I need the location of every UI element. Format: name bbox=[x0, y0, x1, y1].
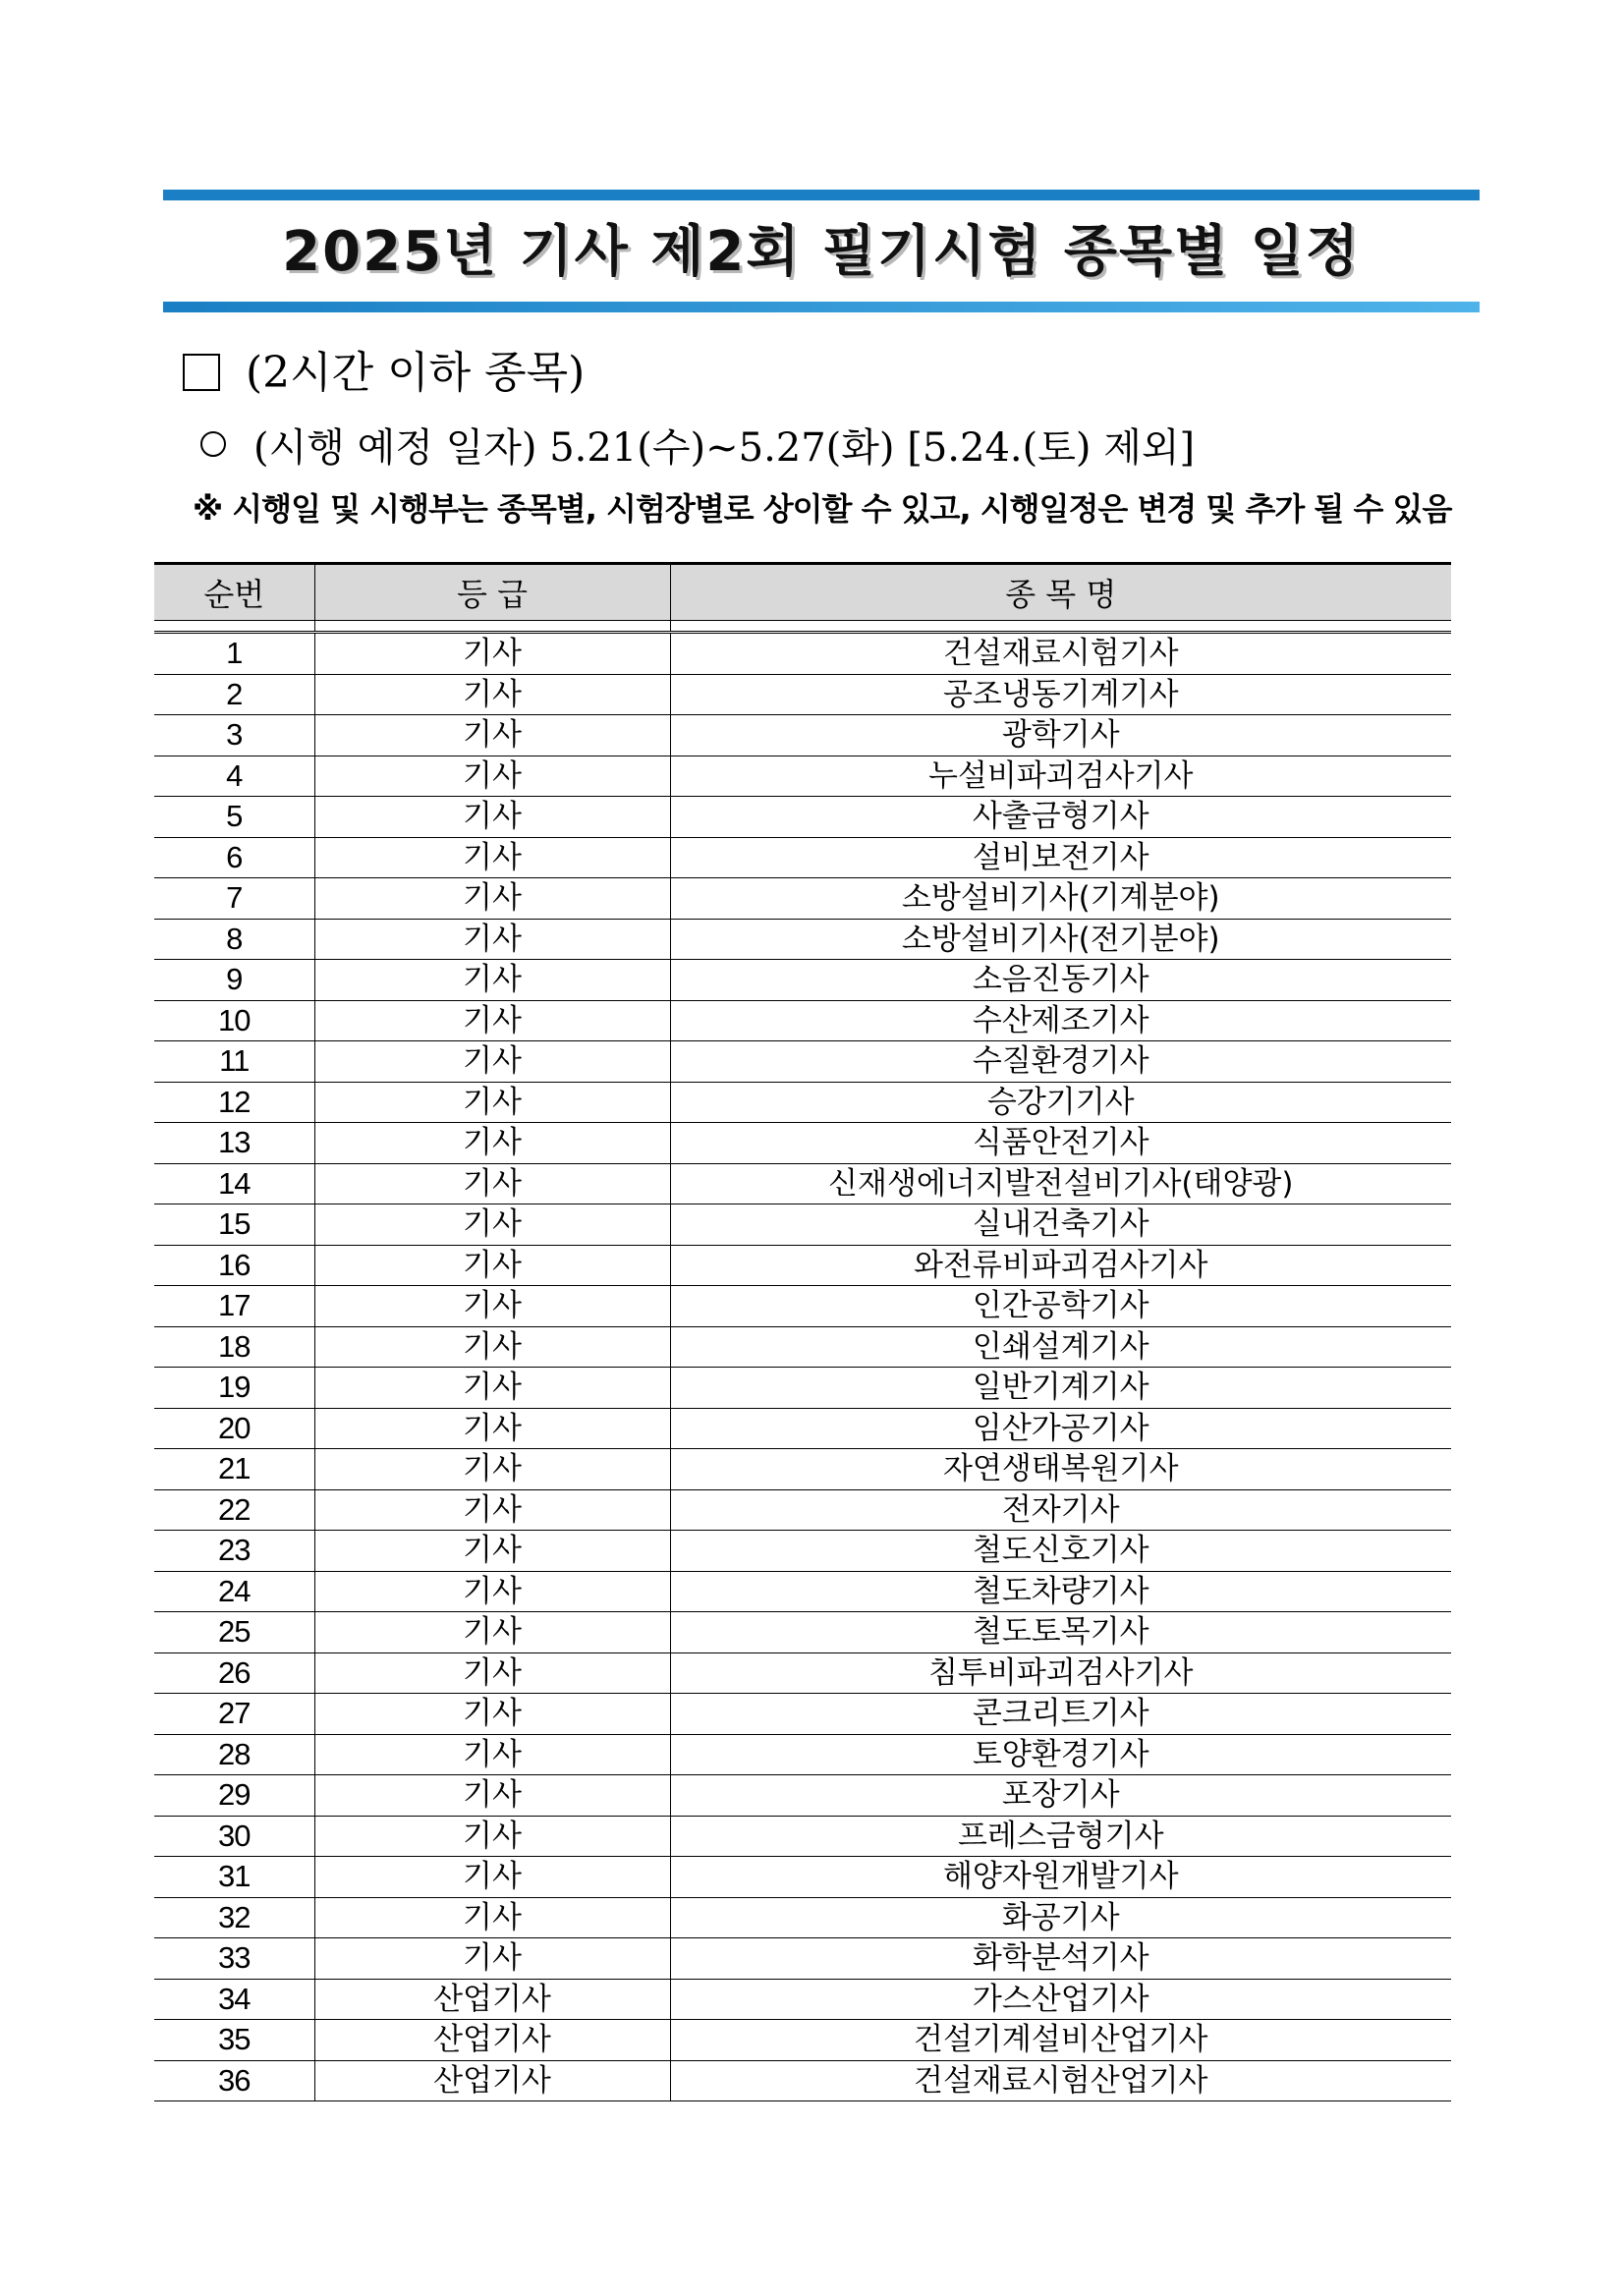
cell-subject: 소방설비기사(전기분야) bbox=[670, 919, 1451, 960]
table-row bbox=[154, 715, 1451, 756]
cell-number: 7 bbox=[154, 878, 314, 920]
page-title: 2025년 기사 제2회 필기시험 종목별 일정 bbox=[282, 220, 1361, 284]
cell-number: 26 bbox=[154, 1652, 314, 1694]
cell-grade: 기사 bbox=[314, 1489, 670, 1531]
notice-text: ※ 시행일 및 시행부는 종목별, 시험장별로 상이할 수 있고, 시행일정은 변경 및 추가 될 수 있음 bbox=[193, 490, 1452, 528]
table-row bbox=[154, 1897, 1451, 1938]
cell-number: 6 bbox=[154, 837, 314, 878]
cell-grade: 기사 bbox=[314, 674, 670, 715]
cell-grade: 기사 bbox=[314, 1204, 670, 1246]
table-row bbox=[154, 1816, 1451, 1857]
cell-subject: 신재생에너지발전설비기사(태양광) bbox=[670, 1163, 1451, 1204]
cell-number: 4 bbox=[154, 756, 314, 797]
header-number: 순번 bbox=[154, 564, 314, 621]
cell-subject: 콘크리트기사 bbox=[670, 1694, 1451, 1735]
cell-grade: 기사 bbox=[314, 1245, 670, 1286]
cell-grade: 기사 bbox=[314, 1082, 670, 1123]
cell-number: 32 bbox=[154, 1897, 314, 1938]
table-row bbox=[154, 1286, 1451, 1327]
cell-number: 14 bbox=[154, 1163, 314, 1204]
cell-number: 10 bbox=[154, 1000, 314, 1041]
cell-grade: 기사 bbox=[314, 1163, 670, 1204]
cell-grade: 기사 bbox=[314, 715, 670, 756]
cell-grade: 기사 bbox=[314, 1408, 670, 1449]
table-row bbox=[154, 2060, 1451, 2101]
cell-number: 3 bbox=[154, 715, 314, 756]
cell-grade: 기사 bbox=[314, 960, 670, 1001]
cell-subject: 건설재료시험기사 bbox=[670, 633, 1451, 675]
cell-grade: 기사 bbox=[314, 1857, 670, 1898]
table-row bbox=[154, 1979, 1451, 2020]
cell-subject: 자연생태복원기사 bbox=[670, 1449, 1451, 1490]
cell-grade: 기사 bbox=[314, 797, 670, 838]
cell-subject: 승강기기사 bbox=[670, 1082, 1451, 1123]
title-top-rule bbox=[163, 190, 1480, 200]
cell-number: 30 bbox=[154, 1816, 314, 1857]
cell-subject: 수질환경기사 bbox=[670, 1041, 1451, 1083]
table-row bbox=[154, 1612, 1451, 1653]
cell-number: 28 bbox=[154, 1734, 314, 1775]
cell-number: 25 bbox=[154, 1612, 314, 1653]
table-row bbox=[154, 1408, 1451, 1449]
cell-grade: 기사 bbox=[314, 1694, 670, 1735]
cell-number: 21 bbox=[154, 1449, 314, 1490]
table-row bbox=[154, 1082, 1451, 1123]
cell-grade: 기사 bbox=[314, 1326, 670, 1368]
cell-number: 33 bbox=[154, 1938, 314, 1980]
table-row bbox=[154, 1694, 1451, 1735]
section-heading-text: (2시간 이하 종목) bbox=[246, 348, 586, 398]
header-grade: 등 급 bbox=[314, 564, 670, 621]
cell-grade: 기사 bbox=[314, 1571, 670, 1612]
table-row bbox=[154, 797, 1451, 838]
cell-grade: 기사 bbox=[314, 633, 670, 675]
cell-number: 11 bbox=[154, 1041, 314, 1083]
cell-subject: 와전류비파괴검사기사 bbox=[670, 1245, 1451, 1286]
cell-number: 24 bbox=[154, 1571, 314, 1612]
cell-subject: 철도토목기사 bbox=[670, 1612, 1451, 1653]
table-row bbox=[154, 1368, 1451, 1409]
table-row bbox=[154, 756, 1451, 797]
circle-bullet-icon bbox=[200, 431, 226, 457]
subject-schedule-table bbox=[154, 562, 1451, 2101]
cell-subject: 임산가공기사 bbox=[670, 1408, 1451, 1449]
table-row bbox=[154, 633, 1451, 675]
cell-number: 8 bbox=[154, 919, 314, 960]
cell-number: 23 bbox=[154, 1531, 314, 1572]
table-row bbox=[154, 1734, 1451, 1775]
cell-number: 15 bbox=[154, 1204, 314, 1246]
table-row bbox=[154, 1204, 1451, 1246]
cell-grade: 산업기사 bbox=[314, 2060, 670, 2101]
table-row bbox=[154, 960, 1451, 1001]
cell-subject: 침투비파괴검사기사 bbox=[670, 1652, 1451, 1694]
cell-number: 27 bbox=[154, 1694, 314, 1735]
cell-subject: 건설재료시험산업기사 bbox=[670, 2060, 1451, 2101]
square-bullet-icon bbox=[183, 354, 220, 391]
table-row bbox=[154, 1571, 1451, 1612]
cell-grade: 기사 bbox=[314, 1612, 670, 1653]
cell-number: 18 bbox=[154, 1326, 314, 1368]
cell-subject: 철도신호기사 bbox=[670, 1531, 1451, 1572]
table-row bbox=[154, 919, 1451, 960]
cell-number: 31 bbox=[154, 1857, 314, 1898]
cell-subject: 식품안전기사 bbox=[670, 1123, 1451, 1164]
table-row bbox=[154, 1857, 1451, 1898]
cell-number: 2 bbox=[154, 674, 314, 715]
cell-subject: 프레스금형기사 bbox=[670, 1816, 1451, 1857]
cell-grade: 기사 bbox=[314, 1368, 670, 1409]
table-row bbox=[154, 1531, 1451, 1572]
cell-grade: 기사 bbox=[314, 1816, 670, 1857]
cell-grade: 기사 bbox=[314, 837, 670, 878]
cell-number: 17 bbox=[154, 1286, 314, 1327]
cell-grade: 기사 bbox=[314, 1449, 670, 1490]
cell-grade: 기사 bbox=[314, 878, 670, 920]
cell-subject: 사출금형기사 bbox=[670, 797, 1451, 838]
cell-subject: 전자기사 bbox=[670, 1489, 1451, 1531]
cell-subject: 소음진동기사 bbox=[670, 960, 1451, 1001]
cell-grade: 산업기사 bbox=[314, 2020, 670, 2061]
cell-subject: 일반기계기사 bbox=[670, 1368, 1451, 1409]
table-header-row bbox=[154, 564, 1451, 621]
table-row bbox=[154, 1938, 1451, 1980]
cell-number: 12 bbox=[154, 1082, 314, 1123]
table-row bbox=[154, 1775, 1451, 1817]
cell-grade: 기사 bbox=[314, 1897, 670, 1938]
cell-subject: 화학분석기사 bbox=[670, 1938, 1451, 1980]
cell-number: 35 bbox=[154, 2020, 314, 2061]
schedule-line bbox=[200, 420, 1195, 476]
table-row bbox=[154, 674, 1451, 715]
table-row bbox=[154, 1326, 1451, 1368]
cell-number: 1 bbox=[154, 633, 314, 675]
table-row bbox=[154, 1489, 1451, 1531]
cell-number: 36 bbox=[154, 2060, 314, 2101]
table-row bbox=[154, 1000, 1451, 1041]
cell-subject: 건설기계설비산업기사 bbox=[670, 2020, 1451, 2061]
table-row bbox=[154, 2020, 1451, 2061]
cell-number: 16 bbox=[154, 1245, 314, 1286]
cell-subject: 포장기사 bbox=[670, 1775, 1451, 1817]
cell-subject: 철도차량기사 bbox=[670, 1571, 1451, 1612]
cell-subject: 인간공학기사 bbox=[670, 1286, 1451, 1327]
schedule-line-text: (시행 예정 일자) 5.21(수)~5.27(화) [5.24.(토) 제외] bbox=[253, 425, 1196, 471]
cell-number: 19 bbox=[154, 1368, 314, 1409]
cell-subject: 가스산업기사 bbox=[670, 1979, 1451, 2020]
cell-grade: 기사 bbox=[314, 919, 670, 960]
cell-subject: 수산제조기사 bbox=[670, 1000, 1451, 1041]
title-bottom-rule bbox=[163, 302, 1480, 312]
cell-grade: 기사 bbox=[314, 1286, 670, 1327]
cell-subject: 실내건축기사 bbox=[670, 1204, 1451, 1246]
cell-grade: 기사 bbox=[314, 1775, 670, 1817]
cell-number: 29 bbox=[154, 1775, 314, 1817]
cell-grade: 기사 bbox=[314, 1123, 670, 1164]
header-subject: 종 목 명 bbox=[670, 564, 1451, 621]
cell-grade: 기사 bbox=[314, 1000, 670, 1041]
cell-grade: 기사 bbox=[314, 1531, 670, 1572]
cell-grade: 기사 bbox=[314, 1041, 670, 1083]
cell-number: 5 bbox=[154, 797, 314, 838]
cell-subject: 설비보전기사 bbox=[670, 837, 1451, 878]
cell-number: 34 bbox=[154, 1979, 314, 2020]
cell-number: 22 bbox=[154, 1489, 314, 1531]
cell-grade: 기사 bbox=[314, 1652, 670, 1694]
cell-subject: 화공기사 bbox=[670, 1897, 1451, 1938]
table-row bbox=[154, 1123, 1451, 1164]
cell-number: 13 bbox=[154, 1123, 314, 1164]
table-row bbox=[154, 1449, 1451, 1490]
cell-number: 20 bbox=[154, 1408, 314, 1449]
table-row bbox=[154, 1163, 1451, 1204]
cell-number: 9 bbox=[154, 960, 314, 1001]
cell-subject: 누설비파괴검사기사 bbox=[670, 756, 1451, 797]
cell-subject: 광학기사 bbox=[670, 715, 1451, 756]
header-separator bbox=[154, 621, 1451, 633]
section-heading bbox=[183, 344, 585, 403]
table-row bbox=[154, 878, 1451, 920]
cell-subject: 해양자원개발기사 bbox=[670, 1857, 1451, 1898]
cell-grade: 산업기사 bbox=[314, 1979, 670, 2020]
table-row bbox=[154, 1245, 1451, 1286]
cell-grade: 기사 bbox=[314, 1938, 670, 1980]
cell-grade: 기사 bbox=[314, 756, 670, 797]
cell-grade: 기사 bbox=[314, 1734, 670, 1775]
table-row bbox=[154, 1041, 1451, 1083]
table-row bbox=[154, 837, 1451, 878]
cell-subject: 소방설비기사(기계분야) bbox=[670, 878, 1451, 920]
cell-subject: 토양환경기사 bbox=[670, 1734, 1451, 1775]
table-row bbox=[154, 1652, 1451, 1694]
cell-subject: 인쇄설계기사 bbox=[670, 1326, 1451, 1368]
cell-subject: 공조냉동기계기사 bbox=[670, 674, 1451, 715]
